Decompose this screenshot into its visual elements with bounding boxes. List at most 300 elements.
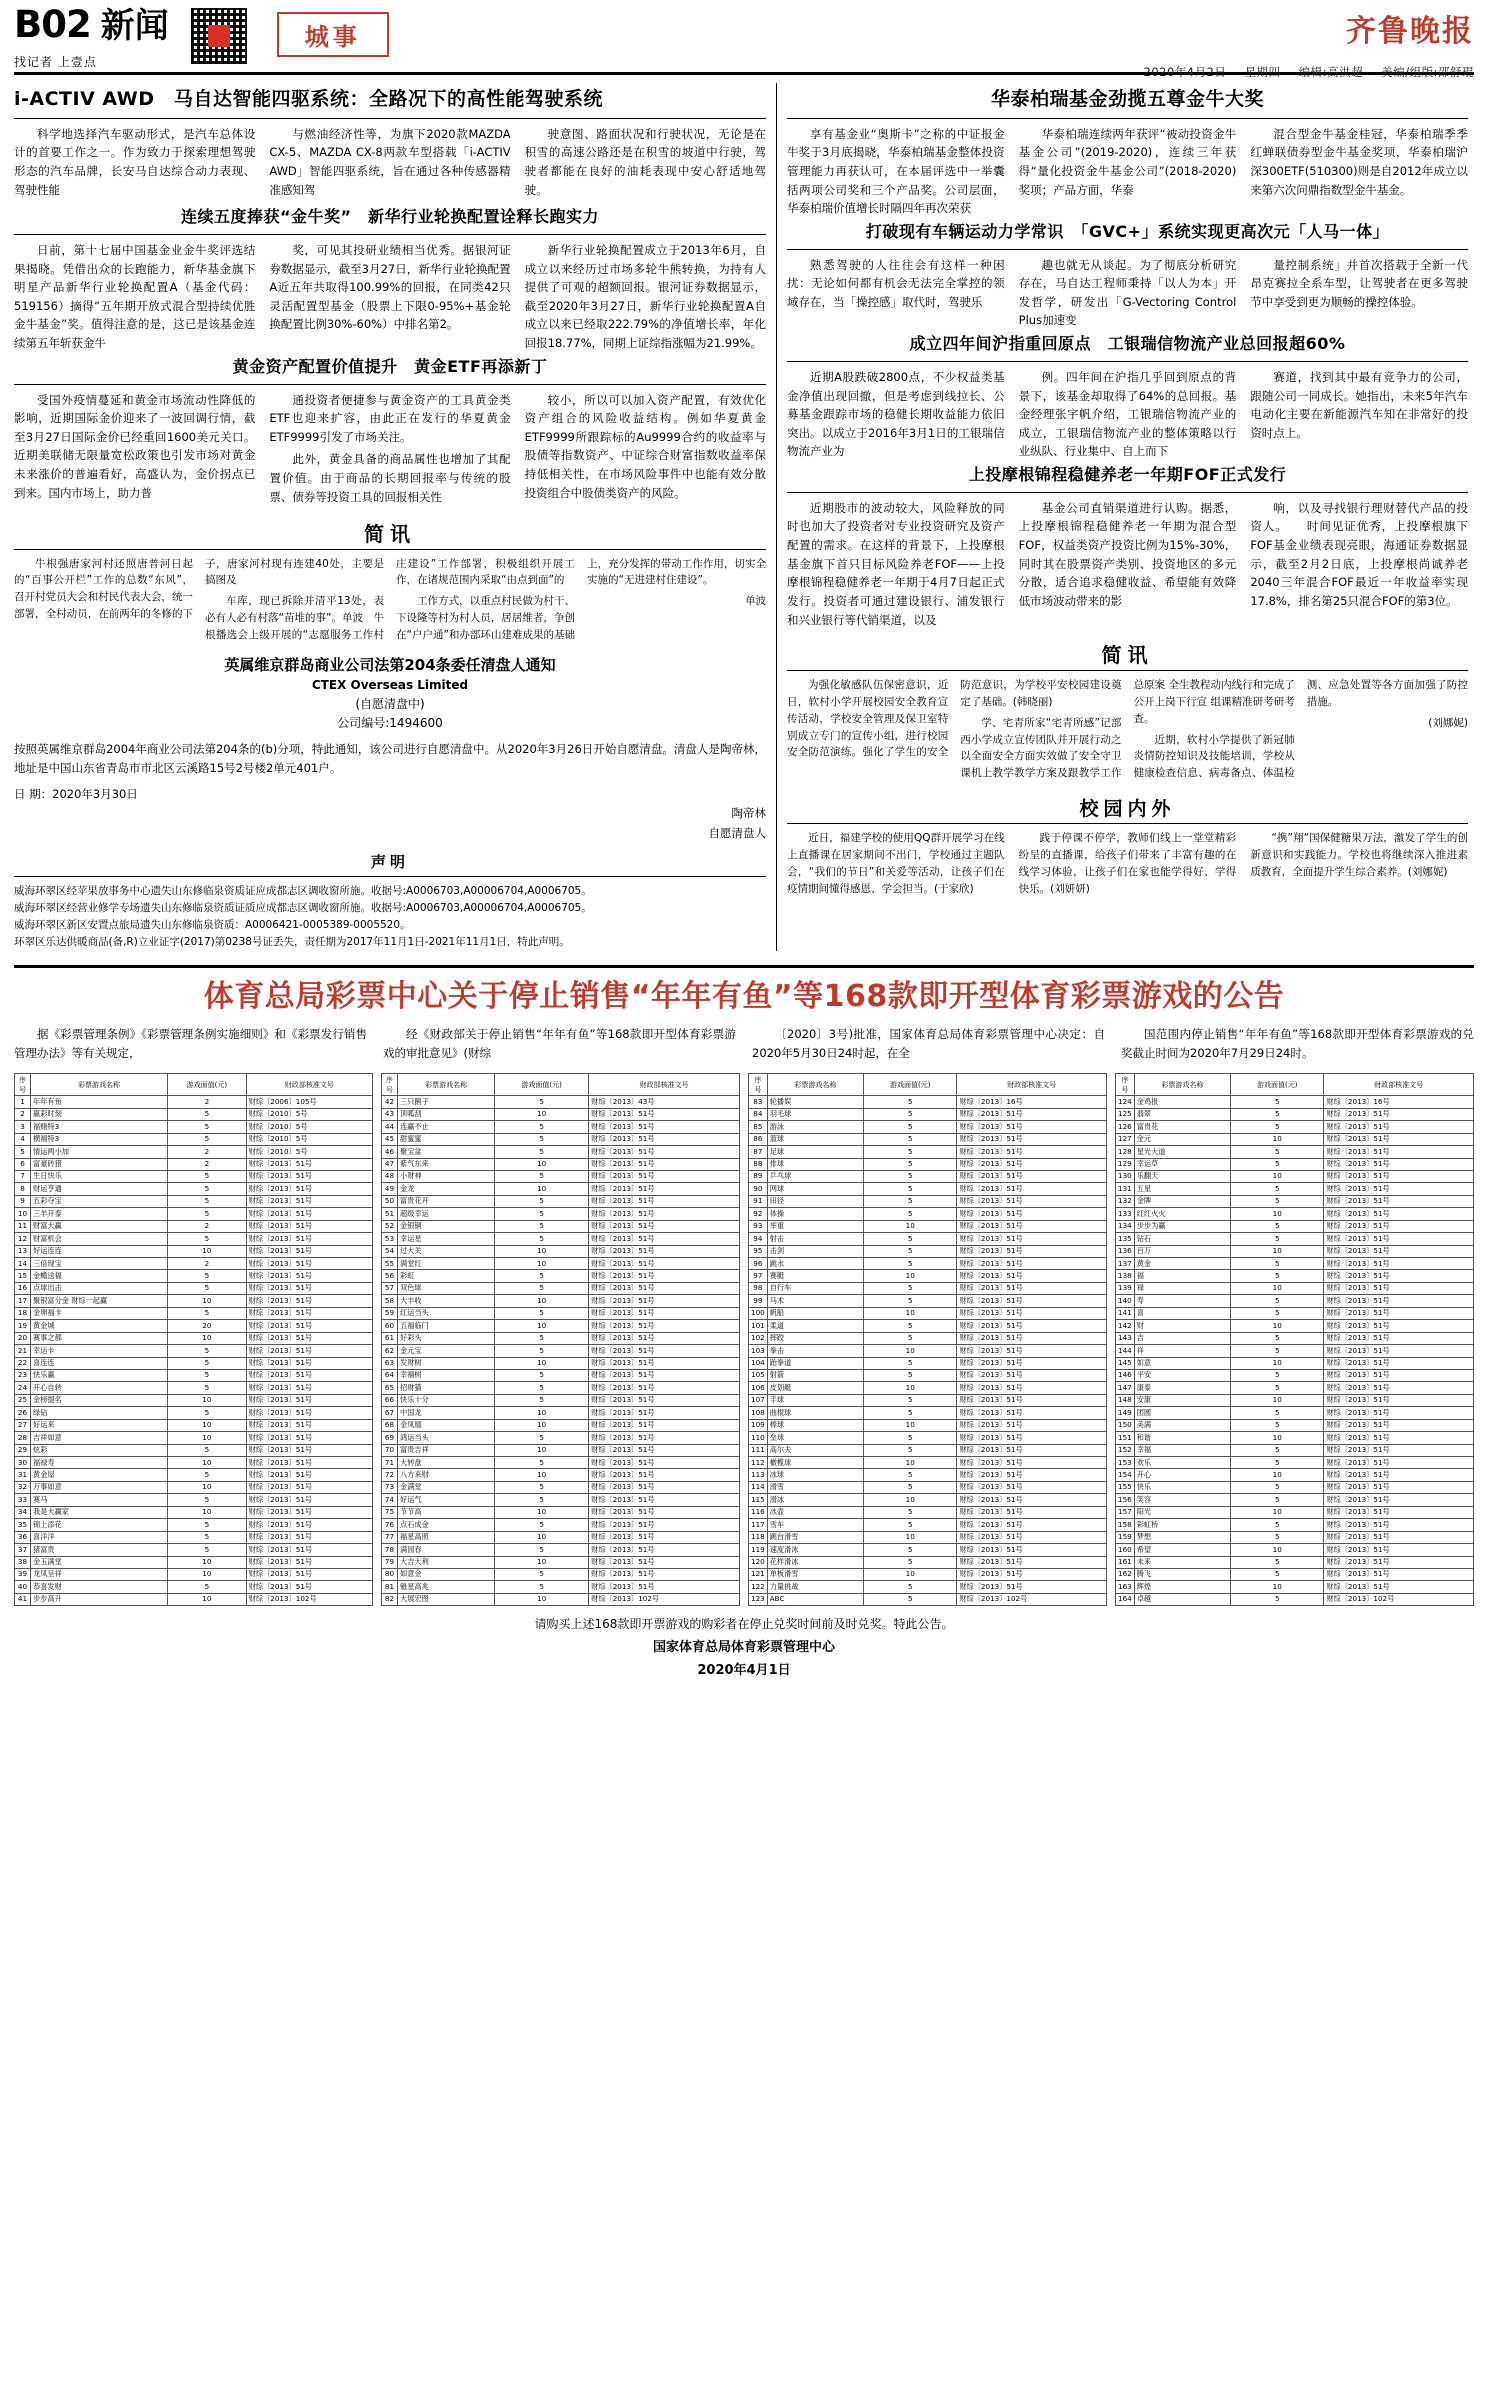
table-cell: 19 (15, 1320, 31, 1332)
table-cell: 万事如意 (31, 1481, 168, 1493)
table-cell: 16 (15, 1282, 31, 1294)
table-cell: 财综〔2013〕51号 (246, 1506, 372, 1518)
table-cell: 游泳 (767, 1121, 863, 1133)
table-cell: 财综〔2013〕51号 (589, 1444, 740, 1456)
table-cell: 财综〔2013〕51号 (246, 1208, 372, 1220)
table-cell: 10 (495, 1506, 589, 1518)
table-row (15, 1208, 373, 1220)
article-title-gvc: 打破现有车辆运动力学常识 「GVC+」系统实现更高次元「人马一体」 (865, 221, 1390, 241)
table-cell: 曲棍球 (767, 1407, 863, 1419)
table-cell: 财综〔2013〕51号 (1324, 1245, 1474, 1257)
table-cell: 5 (168, 1357, 247, 1369)
qr-code-icon[interactable] (191, 8, 247, 64)
table-cell: 10 (864, 1457, 957, 1469)
table-cell: 5 (864, 1369, 957, 1381)
table-cell: 跆拳道 (767, 1357, 863, 1369)
table-cell: 10 (495, 1531, 589, 1543)
table-row (382, 1108, 740, 1120)
table-row (749, 1195, 1107, 1207)
table-row (749, 1481, 1107, 1493)
brief-item: 近期，软村小学提供了新冠肺炎情防控知识及技能培训，学校从健康检查信息、病毒备点、体温检测、应急处置等各方面加强了防控措施。 (1133, 679, 1468, 780)
table-cell: 阳光 (1134, 1506, 1230, 1518)
masthead-title-row (14, 3, 169, 46)
table-cell: 财综〔2013〕51号 (589, 1158, 740, 1170)
table-row (749, 1407, 1107, 1419)
table-cell: 小财神 (398, 1170, 495, 1182)
table-row (749, 1295, 1107, 1307)
table-row (15, 1258, 373, 1270)
table-cell: 5 (864, 1544, 957, 1556)
footer-note: 请购买上述168款即开票游戏的购彩者在停止兑奖时间前及时兑奖。特此公告。 (534, 1617, 954, 1632)
table-cell: 104 (749, 1357, 768, 1369)
table-row (749, 1208, 1107, 1220)
table-row (1116, 1469, 1474, 1481)
table-cell: 10 (168, 1419, 247, 1431)
table-cell: 10 (1231, 1245, 1324, 1257)
table-cell: 5 (1231, 1382, 1324, 1394)
table-cell: 财综〔2013〕51号 (246, 1432, 372, 1444)
table-cell: 22 (15, 1357, 31, 1369)
table-cell: 2 (15, 1108, 31, 1120)
table-cell: 财综〔2013〕51号 (1324, 1581, 1474, 1593)
paragraph: 量控制系统」并首次搭载于全新一代昂克赛拉全系车型，让驾驶者在更多驾驶节中享受到更为顺畅的操控体验。 (1250, 257, 1468, 309)
table-row (1116, 1183, 1474, 1195)
table-row (1116, 1345, 1474, 1357)
table-cell: 5 (168, 1494, 247, 1506)
table-cell: 10 (1231, 1170, 1324, 1182)
table-row (1116, 1307, 1474, 1319)
table-cell: 92 (749, 1208, 768, 1220)
table-row (15, 1382, 373, 1394)
table-cell: 财综〔2013〕51号 (246, 1419, 372, 1431)
table-cell: 96 (749, 1258, 768, 1270)
th-doc: 财政部核准文号 (589, 1074, 740, 1096)
table-cell: 46 (382, 1146, 398, 1158)
table-row (1116, 1258, 1474, 1270)
table-cell: 34 (15, 1506, 31, 1518)
table-cell: 5 (864, 1357, 957, 1369)
table-cell: 9 (15, 1195, 31, 1207)
table-cell: 龙凤呈祥 (31, 1568, 168, 1580)
table-cell: 财综〔2013〕51号 (957, 1183, 1107, 1195)
table-row (382, 1593, 740, 1605)
table-cell: 129 (1116, 1158, 1135, 1170)
declaration-title: 声明 (370, 853, 409, 872)
table-row (15, 1220, 373, 1232)
table-cell: 14 (15, 1258, 31, 1270)
table-cell: 财综〔2013〕51号 (957, 1258, 1107, 1270)
table-row (15, 1133, 373, 1145)
table-cell: 喜 (1134, 1307, 1230, 1319)
table-row (749, 1345, 1107, 1357)
table-row (15, 1282, 373, 1294)
table-cell: 财综〔2013〕51号 (246, 1345, 372, 1357)
table-cell: 44 (382, 1121, 398, 1133)
table-cell: 嬴彩时刻 (31, 1108, 168, 1120)
table-cell: 5 (864, 1432, 957, 1444)
table-row (15, 1295, 373, 1307)
table-row (749, 1220, 1107, 1232)
table-row (15, 1357, 373, 1369)
table-cell: 5 (864, 1295, 957, 1307)
table-row (1116, 1096, 1474, 1108)
th-value: 游戏面值(元) (1231, 1074, 1324, 1096)
table-cell: 幸福 (1134, 1444, 1230, 1456)
table-cell: 123 (749, 1593, 768, 1605)
table-cell: 财综〔2013〕51号 (957, 1469, 1107, 1481)
table-row (15, 1307, 373, 1319)
table-cell: 富贵花开 (398, 1195, 495, 1207)
table-cell: 7 (15, 1170, 31, 1182)
table-cell: 大丰收 (398, 1295, 495, 1307)
table-cell: 金鸡报 (1134, 1096, 1230, 1108)
table-cell: 金元 (1134, 1133, 1230, 1145)
table-cell: 财综〔2013〕51号 (1324, 1108, 1474, 1120)
table-cell: 轮播娱 (767, 1096, 863, 1108)
table-cell: 86 (749, 1133, 768, 1145)
table-cell: 财综〔2013〕51号 (957, 1233, 1107, 1245)
table-cell: 喜洋洋 (31, 1531, 168, 1543)
table-cell: 财综〔2013〕102号 (246, 1593, 372, 1605)
table-cell: 财综〔2013〕51号 (957, 1245, 1107, 1257)
table-cell: 109 (749, 1419, 768, 1431)
table-cell: 寿 (1134, 1295, 1230, 1307)
table-cell: 149 (1116, 1407, 1135, 1419)
table-cell: 金凤凰 (398, 1419, 495, 1431)
table-cell: 猪富贵 (31, 1544, 168, 1556)
table-cell: 161 (1116, 1556, 1135, 1568)
table-cell: 锦上添花 (31, 1519, 168, 1531)
table-row (749, 1146, 1107, 1158)
table-cell: 财综〔2013〕51号 (246, 1245, 372, 1257)
table-cell: 45 (382, 1133, 398, 1145)
table-cell: 10 (1231, 1208, 1324, 1220)
table-cell: 快乐十分 (398, 1394, 495, 1406)
table-cell: 73 (382, 1481, 398, 1493)
table-row (15, 1121, 373, 1133)
th-name: 彩票游戏名称 (1134, 1074, 1230, 1096)
table-cell: 超级幸运 (398, 1208, 495, 1220)
table-row (749, 1568, 1107, 1580)
table-cell: 131 (1116, 1183, 1135, 1195)
table-cell: 财综〔2013〕51号 (589, 1170, 740, 1182)
table-row (749, 1531, 1107, 1543)
table-cell: 93 (749, 1220, 768, 1232)
table-cell: 10 (495, 1419, 589, 1431)
table-cell: 140 (1116, 1295, 1135, 1307)
table-cell: 马术 (767, 1295, 863, 1307)
table-cell: 127 (1116, 1133, 1135, 1145)
table-row (382, 1544, 740, 1556)
table-cell: 财综〔2013〕51号 (589, 1506, 740, 1518)
table-cell: 如意 (1134, 1357, 1230, 1369)
table-cell: 速度滑冰 (767, 1544, 863, 1556)
table-cell: 三羊开泰 (31, 1208, 168, 1220)
paragraph: 〔2020〕3号)批准，国家体育总局体育彩票管理中心决定：自2020年5月30日24时起，在全 (752, 1027, 1105, 1061)
table-cell: 财综〔2013〕51号 (957, 1506, 1107, 1518)
table-row (1116, 1357, 1474, 1369)
table-cell: 财综〔2013〕51号 (957, 1432, 1107, 1444)
table-cell: 143 (1116, 1332, 1135, 1344)
table-cell: 财综〔2013〕51号 (589, 1519, 740, 1531)
table-cell: 28 (15, 1432, 31, 1444)
table-row (382, 1096, 740, 1108)
table-cell: 财综〔2013〕51号 (246, 1258, 372, 1270)
table-cell: 5 (495, 1568, 589, 1580)
table-cell: 5 (1231, 1121, 1324, 1133)
table-cell: 禄 (1134, 1282, 1230, 1294)
table-cell: 五福临门 (398, 1320, 495, 1332)
table-cell: 5 (15, 1146, 31, 1158)
table-cell: 横福特3 (31, 1133, 168, 1145)
table-cell: 金满堂 (398, 1481, 495, 1493)
table-row (1116, 1581, 1474, 1593)
table-cell: 财综〔2013〕51号 (1324, 1444, 1474, 1456)
divider (14, 549, 766, 550)
table-row (382, 1121, 740, 1133)
table-cell: 财综〔2013〕51号 (1324, 1357, 1474, 1369)
table-cell: 10 (495, 1593, 589, 1605)
table-cell: 财综〔2013〕51号 (957, 1108, 1107, 1120)
table-cell: 156 (1116, 1494, 1135, 1506)
table-cell: 田径 (767, 1195, 863, 1207)
table-row (382, 1295, 740, 1307)
table-cell: 财综〔2013〕51号 (589, 1357, 740, 1369)
table-cell: 5 (864, 1121, 957, 1133)
table-row (382, 1519, 740, 1531)
table-cell: 金蟾送福 (31, 1270, 168, 1282)
table-cell: 财综〔2013〕51号 (589, 1295, 740, 1307)
section-name: 新闻 (100, 6, 169, 46)
table-cell: 5 (1231, 1444, 1324, 1456)
table-row (382, 1568, 740, 1580)
footer-org: 国家体育总局体育彩票管理中心 (652, 1639, 835, 1655)
table-row (382, 1245, 740, 1257)
campus-body (787, 830, 1468, 898)
table-row (15, 1195, 373, 1207)
table-cell: 财综〔2013〕51号 (246, 1270, 372, 1282)
table-cell: 财综〔2013〕51号 (589, 1320, 740, 1332)
table-row (382, 1146, 740, 1158)
table-cell: 垒球 (767, 1432, 863, 1444)
table-cell: 财综〔2013〕51号 (589, 1245, 740, 1257)
liquidation-notice (14, 654, 766, 844)
table-cell: 15 (15, 1270, 31, 1282)
table-cell: 财综〔2013〕51号 (246, 1332, 372, 1344)
table-cell: 10 (864, 1270, 957, 1282)
table-cell: 33 (15, 1494, 31, 1506)
table-cell: 5 (864, 1506, 957, 1518)
table-row (382, 1195, 740, 1207)
table-cell: 5 (168, 1407, 247, 1419)
table-cell: 10 (1231, 1394, 1324, 1406)
right-column (776, 83, 1468, 951)
table-cell: 财综〔2013〕51号 (957, 1220, 1107, 1232)
table-cell: 20 (15, 1332, 31, 1344)
table-cell: 钻石 (1134, 1233, 1230, 1245)
table-cell: 财综〔2013〕51号 (957, 1170, 1107, 1182)
table-cell: 百万 (1134, 1245, 1230, 1257)
table-cell: 10 (15, 1208, 31, 1220)
table-cell: 力量挑战 (767, 1581, 863, 1593)
table-cell: 财综〔2013〕51号 (246, 1469, 372, 1481)
table-row (1116, 1531, 1474, 1543)
table-cell: 五星 (1134, 1183, 1230, 1195)
table-row (1116, 1444, 1474, 1456)
table-row (1116, 1158, 1474, 1170)
table-cell: 5 (168, 1170, 247, 1182)
table-cell: 滑冰 (767, 1494, 863, 1506)
article-title-goldetf: 黄金资产配置价值提升 黄金ETF再添新丁 (232, 356, 548, 376)
ticket-table-3 (748, 1073, 1107, 1606)
paragraph: 近期股市的波动较大，风险释放的同时也加大了投资者对专业投资研究及资产配置的需求。在这样的背景下，上投摩根基金旗下首只目标风险养老FOF——上投摩根锦程稳健养老一年期于4月7日起正式发行。投资者可通过建设银行、浦发银行和兴业银行等代销渠道，以及 (787, 500, 1005, 627)
table-row (382, 1183, 740, 1195)
table-row (382, 1220, 740, 1232)
table-row (749, 1307, 1107, 1319)
table-cell: 财综〔2013〕51号 (589, 1494, 740, 1506)
table-cell: 财综〔2013〕51号 (589, 1531, 740, 1543)
table-cell: 举重 (767, 1220, 863, 1232)
publish-date: 2020年4月2日 (1143, 65, 1227, 79)
article-body-goldbull (14, 241, 766, 353)
table-cell: 财综〔2010〕5号 (246, 1108, 372, 1120)
table-cell: 点石成金 (398, 1519, 495, 1531)
table-cell: 魁星高兆 (398, 1581, 495, 1593)
table-cell: 90 (749, 1183, 768, 1195)
table-cell: 财综〔2013〕51号 (1324, 1369, 1474, 1381)
table-row (749, 1457, 1107, 1469)
table-cell: 财综〔2013〕51号 (1324, 1320, 1474, 1332)
table-cell: 5 (864, 1481, 957, 1493)
table-cell: 5 (495, 1146, 589, 1158)
table-cell: 财综〔2013〕51号 (1324, 1469, 1474, 1481)
table-cell: 72 (382, 1469, 398, 1481)
table-cell: 105 (749, 1369, 768, 1381)
table-cell: 柔道 (767, 1320, 863, 1332)
table-cell: 财综〔2013〕51号 (1324, 1208, 1474, 1220)
table-cell: 好运连连 (31, 1245, 168, 1257)
table-cell: 62 (382, 1345, 398, 1357)
table-row (749, 1282, 1107, 1294)
table-cell: 10 (864, 1568, 957, 1580)
table-row (15, 1320, 373, 1332)
table-row (1116, 1432, 1474, 1444)
table-cell: 顶呱刮 (398, 1108, 495, 1120)
paragraph: 近期A股跌破2800点，不少权益类基金净值出现回撤，但是考虑到线拉长、公募基金跟踪市场的稳健长期收益能力依旧突出。以成立于2016年3月1日的工银瑞信物流产业为 (787, 369, 1005, 459)
table-cell: 5 (864, 1233, 957, 1245)
table-cell: 财综〔2013〕51号 (246, 1295, 372, 1307)
table-cell: 5 (864, 1282, 957, 1294)
table-row (1116, 1170, 1474, 1182)
notice-date: 日 期：2020年3月30日 (14, 786, 138, 801)
table-cell: 5 (864, 1394, 957, 1406)
table-cell: 5 (495, 1220, 589, 1232)
table-cell: 财综〔2013〕16号 (1324, 1096, 1474, 1108)
table-cell: 5 (864, 1258, 957, 1270)
table-cell: 117 (749, 1519, 768, 1531)
table-cell: 财综〔2013〕51号 (589, 1581, 740, 1593)
table-cell: 财综〔2013〕51号 (589, 1233, 740, 1245)
table-cell: 10 (168, 1593, 247, 1605)
table-cell: 欢乐 (1134, 1457, 1230, 1469)
table-row (1116, 1568, 1474, 1580)
table-cell: 75 (382, 1506, 398, 1518)
table-cell: 财综〔2013〕51号 (589, 1556, 740, 1568)
table-cell: 40 (15, 1581, 31, 1593)
table-cell: 10 (495, 1357, 589, 1369)
table-row (749, 1432, 1107, 1444)
table-row (749, 1170, 1107, 1182)
table-cell: 38 (15, 1556, 31, 1568)
table-row (15, 1270, 373, 1282)
table-row (749, 1394, 1107, 1406)
table-row (1116, 1208, 1474, 1220)
table-cell: 财 (1134, 1320, 1230, 1332)
th-value: 游戏面值(元) (495, 1074, 589, 1096)
table-cell: 5 (864, 1332, 957, 1344)
table-cell: 财综〔2013〕51号 (957, 1307, 1107, 1319)
table-cell: 财综〔2013〕51号 (1324, 1519, 1474, 1531)
notice-signature-name: 陶帝林 (731, 806, 766, 821)
paragraph: 日前，第十七届中国基金业金牛奖评选结果揭晓。凭借出众的长跑能力，新华基金旗下明星产品新华行业轮换配置A（基金代码：519156）摘得“五年期开放式混合型持续优胜金牛基金”奖。值得注意的是，这已是该基金连续第五年斩获金牛 (14, 242, 256, 351)
table-row (1116, 1457, 1474, 1469)
notice-company-no: 公司编号:1494600 (337, 716, 443, 731)
table-cell: 1 (15, 1096, 31, 1108)
table-cell: 5 (864, 1581, 957, 1593)
table-cell: 财综〔2013〕102号 (589, 1593, 740, 1605)
table-cell: 赛艇 (767, 1270, 863, 1282)
article-title-huatai: 华泰柏瑞基金劲揽五尊金牛大奖 (990, 88, 1264, 110)
table-cell: 125 (1116, 1108, 1135, 1120)
paragraph: 据《彩票管理条例》《彩票管理条例实施细则》和《彩票发行销售管理办法》等有关规定， (14, 1027, 367, 1061)
weekday: 星期四 (1244, 65, 1281, 79)
table-row (15, 1444, 373, 1456)
table-cell: 恭喜发财 (31, 1581, 168, 1593)
article-body-mazda (14, 125, 766, 204)
table-cell: 财综〔2013〕51号 (1324, 1544, 1474, 1556)
paragraph: 赛道，找到其中最有竞争力的公司，跟随公司一同成长。她指出，未来5年汽车电动化主要在新能源汽车知在非常好的投资时点上。 (1250, 369, 1468, 440)
table-cell: 翡翠 (1134, 1108, 1230, 1120)
table-cell: 好彩头 (398, 1332, 495, 1344)
table-row (382, 1369, 740, 1381)
table-cell: 5 (168, 1307, 247, 1319)
table-cell: 滑雪 (767, 1481, 863, 1493)
table-cell: 5 (864, 1133, 957, 1145)
table-cell: 5 (168, 1469, 247, 1481)
table-cell: 2 (168, 1158, 247, 1170)
table-row (382, 1394, 740, 1406)
table-cell: 160 (1116, 1544, 1135, 1556)
brief-item: 学、宅青所家“宅青所感”记部西小学成立宣传团队并开展行动之以全面安全方面实效做了安全守卫课机上教学教学方案及跟教学工作总原案 全生教程动内线行和完成了公开上岗下行宣 组课精准研考研考查。 (960, 679, 1295, 780)
divider (787, 492, 1468, 493)
table-row (749, 1556, 1107, 1568)
table-cell: 54 (382, 1245, 398, 1257)
table-row (1116, 1544, 1474, 1556)
campus-item: “携”翔“国保健糖果万法，激发了学生的创新意识和实践能力。学校也将继续深入推进素质教育，全面提升学生综合素养。(刘娜妮) (1250, 831, 1468, 878)
paragraph: 此外，黄金具备的商品属性也增加了其配置价值。由于商品的长期回报率与传统的股票、债券等投资工具的回报相关性 (269, 452, 511, 504)
table-row (749, 1519, 1107, 1531)
table-cell: 笑容 (1134, 1494, 1230, 1506)
table-cell: 5 (495, 1519, 589, 1531)
table-cell: 10 (1231, 1320, 1324, 1332)
table-row (749, 1357, 1107, 1369)
table-row (1116, 1494, 1474, 1506)
table-cell: 132 (1116, 1195, 1135, 1207)
table-row (1116, 1133, 1474, 1145)
table-cell: 10 (864, 1494, 957, 1506)
table-cell: 5 (1231, 1531, 1324, 1543)
table-cell: 大转盘 (398, 1457, 495, 1469)
